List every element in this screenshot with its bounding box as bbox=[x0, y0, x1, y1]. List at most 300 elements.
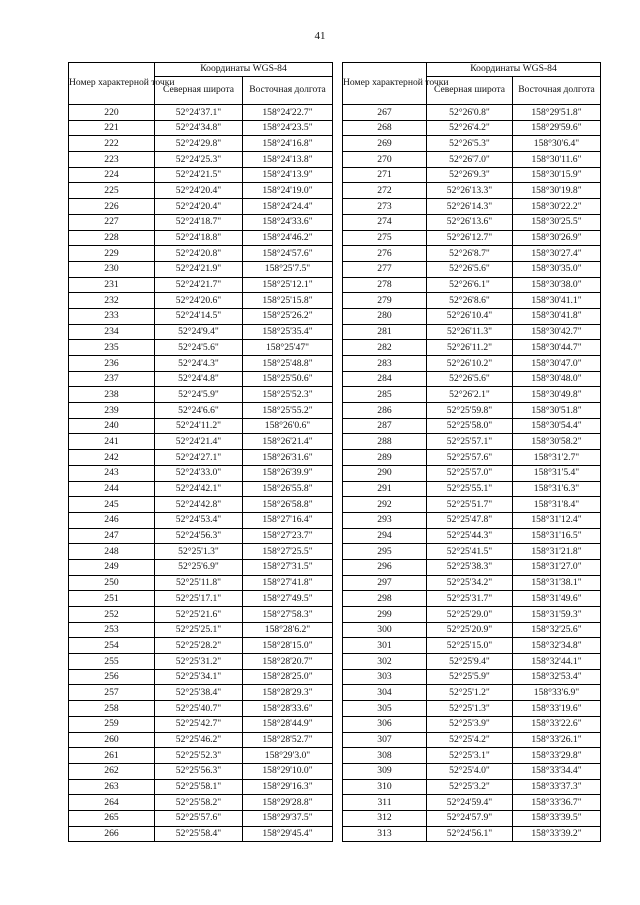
point-number-cell: 295 bbox=[343, 544, 427, 560]
point-number-cell: 237 bbox=[69, 371, 155, 387]
table-row bbox=[69, 183, 333, 199]
point-number-cell: 256 bbox=[69, 669, 155, 685]
latitude-cell: 52°24'20.4" bbox=[155, 183, 243, 199]
longitude-cell: 158°30'58.2" bbox=[513, 434, 601, 450]
point-number-cell: 255 bbox=[69, 654, 155, 670]
table-row bbox=[69, 167, 333, 183]
table-row bbox=[69, 214, 333, 230]
page-number: 41 bbox=[314, 30, 326, 42]
latitude-cell: 52°26'12.7" bbox=[427, 230, 513, 246]
table-header bbox=[69, 63, 333, 105]
table-row bbox=[69, 152, 333, 168]
point-number-cell: 221 bbox=[69, 120, 155, 136]
point-number-cell: 249 bbox=[69, 559, 155, 575]
point-number-cell: 228 bbox=[69, 230, 155, 246]
longitude-cell: 158°28'25.0" bbox=[243, 669, 333, 685]
point-number-cell: 278 bbox=[343, 277, 427, 293]
latitude-cell: 52°24'34.8" bbox=[155, 120, 243, 136]
latitude-cell: 52°24'25.3" bbox=[155, 152, 243, 168]
point-number-cell: 234 bbox=[69, 324, 155, 340]
table-row bbox=[343, 481, 601, 497]
point-number-cell: 261 bbox=[69, 748, 155, 764]
latitude-cell: 52°25'57.0" bbox=[427, 465, 513, 481]
latitude-cell: 52°24'14.5" bbox=[155, 308, 243, 324]
table-row bbox=[69, 826, 333, 842]
latitude-cell: 52°24'42.8" bbox=[155, 497, 243, 513]
latitude-cell: 52°25'6.9" bbox=[155, 559, 243, 575]
longitude-cell: 158°25'55.2" bbox=[243, 403, 333, 419]
latitude-cell: 52°25'38.3" bbox=[427, 559, 513, 575]
table-row bbox=[343, 497, 601, 513]
longitude-cell: 158°30'42.7" bbox=[513, 324, 601, 340]
longitude-cell: 158°24'13.8" bbox=[243, 152, 333, 168]
latitude-cell: 52°25'25.1" bbox=[155, 622, 243, 638]
latitude-cell: 52°25'28.2" bbox=[155, 638, 243, 654]
latitude-cell: 52°26'14.3" bbox=[427, 199, 513, 215]
latitude-cell: 52°25'44.3" bbox=[427, 528, 513, 544]
table-row bbox=[69, 654, 333, 670]
latitude-cell: 52°25'38.4" bbox=[155, 685, 243, 701]
latitude-cell: 52°25'17.1" bbox=[155, 591, 243, 607]
point-number-cell: 302 bbox=[343, 654, 427, 670]
point-number-cell: 271 bbox=[343, 167, 427, 183]
point-number-cell: 229 bbox=[69, 246, 155, 262]
point-number-cell: 294 bbox=[343, 528, 427, 544]
table-row bbox=[343, 512, 601, 528]
longitude-cell: 158°25'7.5" bbox=[243, 261, 333, 277]
longitude-cell: 158°27'25.5" bbox=[243, 544, 333, 560]
longitude-cell: 158°25'50.6" bbox=[243, 371, 333, 387]
latitude-cell: 52°25'51.7" bbox=[427, 497, 513, 513]
point-number-cell: 293 bbox=[343, 512, 427, 528]
table-row bbox=[343, 183, 601, 199]
table-row bbox=[343, 246, 601, 262]
longitude-cell: 158°25'26.2" bbox=[243, 308, 333, 324]
longitude-cell: 158°30'35.0" bbox=[513, 261, 601, 277]
point-number-cell: 291 bbox=[343, 481, 427, 497]
point-number-cell: 286 bbox=[343, 403, 427, 419]
table-row bbox=[69, 669, 333, 685]
table-row bbox=[343, 324, 601, 340]
longitude-cell: 158°30'47.0" bbox=[513, 356, 601, 372]
table-body bbox=[69, 105, 333, 842]
latitude-cell: 52°25'46.2" bbox=[155, 732, 243, 748]
longitude-cell: 158°24'23.5" bbox=[243, 120, 333, 136]
coordinates-group-header: Координаты WGS-84 bbox=[427, 63, 601, 77]
point-number-cell: 233 bbox=[69, 308, 155, 324]
longitude-cell: 158°26'39.9" bbox=[243, 465, 333, 481]
point-number-cell: 254 bbox=[69, 638, 155, 654]
table-row bbox=[343, 230, 601, 246]
point-number-cell: 307 bbox=[343, 732, 427, 748]
longitude-cell: 158°25'12.1" bbox=[243, 277, 333, 293]
longitude-cell: 158°32'44.1" bbox=[513, 654, 601, 670]
point-number-cell: 231 bbox=[69, 277, 155, 293]
table-row bbox=[343, 748, 601, 764]
latitude-cell: 52°24'11.2" bbox=[155, 418, 243, 434]
latitude-cell: 52°25'59.8" bbox=[427, 403, 513, 419]
latitude-cell: 52°25'58.0" bbox=[427, 418, 513, 434]
point-number-cell: 310 bbox=[343, 779, 427, 795]
latitude-cell: 52°25'15.0" bbox=[427, 638, 513, 654]
latitude-cell: 52°26'4.2" bbox=[427, 120, 513, 136]
longitude-cell: 158°28'52.7" bbox=[243, 732, 333, 748]
point-number-cell: 230 bbox=[69, 261, 155, 277]
latitude-cell: 52°24'29.8" bbox=[155, 136, 243, 152]
point-number-cell: 264 bbox=[69, 795, 155, 811]
point-number-cell: 282 bbox=[343, 340, 427, 356]
point-number-cell: 270 bbox=[343, 152, 427, 168]
point-number-cell: 313 bbox=[343, 826, 427, 842]
longitude-header: Восточная долгота bbox=[513, 77, 601, 105]
table-row bbox=[69, 575, 333, 591]
latitude-cell: 52°25'47.8" bbox=[427, 512, 513, 528]
table-row bbox=[343, 167, 601, 183]
table-row bbox=[69, 795, 333, 811]
longitude-cell: 158°29'37.5" bbox=[243, 810, 333, 826]
latitude-cell: 52°25'3.2" bbox=[427, 779, 513, 795]
longitude-cell: 158°25'47" bbox=[243, 340, 333, 356]
table-row bbox=[69, 136, 333, 152]
latitude-cell: 52°24'5.6" bbox=[155, 340, 243, 356]
latitude-cell: 52°26'9.3" bbox=[427, 167, 513, 183]
latitude-cell: 52°26'11.2" bbox=[427, 340, 513, 356]
latitude-cell: 52°25'41.5" bbox=[427, 544, 513, 560]
point-number-cell: 259 bbox=[69, 716, 155, 732]
table-header bbox=[343, 63, 601, 105]
table-row bbox=[69, 450, 333, 466]
point-number-cell: 242 bbox=[69, 450, 155, 466]
table-row bbox=[69, 701, 333, 717]
point-number-cell: 220 bbox=[69, 105, 155, 121]
table-row bbox=[69, 607, 333, 623]
latitude-cell: 52°25'21.6" bbox=[155, 607, 243, 623]
table-row bbox=[343, 105, 601, 121]
point-number-cell: 235 bbox=[69, 340, 155, 356]
table-row bbox=[69, 199, 333, 215]
latitude-cell: 52°24'21.9" bbox=[155, 261, 243, 277]
table-row bbox=[343, 607, 601, 623]
coordinates-table-left bbox=[68, 62, 333, 842]
table-row bbox=[69, 371, 333, 387]
longitude-cell: 158°30'54.4" bbox=[513, 418, 601, 434]
longitude-cell: 158°25'48.8" bbox=[243, 356, 333, 372]
longitude-cell: 158°29'3.0" bbox=[243, 748, 333, 764]
longitude-cell: 158°24'19.0" bbox=[243, 183, 333, 199]
point-number-cell: 312 bbox=[343, 810, 427, 826]
point-number-cell: 247 bbox=[69, 528, 155, 544]
latitude-cell: 52°24'4.3" bbox=[155, 356, 243, 372]
latitude-cell: 52°24'21.4" bbox=[155, 434, 243, 450]
point-number-cell: 299 bbox=[343, 607, 427, 623]
longitude-cell: 158°31'27.0" bbox=[513, 559, 601, 575]
point-number-cell: 232 bbox=[69, 293, 155, 309]
point-number-cell: 306 bbox=[343, 716, 427, 732]
longitude-cell: 158°30'41.1" bbox=[513, 293, 601, 309]
longitude-cell: 158°31'6.3" bbox=[513, 481, 601, 497]
longitude-cell: 158°29'51.8" bbox=[513, 105, 601, 121]
point-number-cell: 251 bbox=[69, 591, 155, 607]
table-row bbox=[69, 230, 333, 246]
point-number-cell: 246 bbox=[69, 512, 155, 528]
longitude-cell: 158°27'16.4" bbox=[243, 512, 333, 528]
longitude-cell: 158°28'33.6" bbox=[243, 701, 333, 717]
point-number-cell: 304 bbox=[343, 685, 427, 701]
longitude-cell: 158°27'58.3" bbox=[243, 607, 333, 623]
longitude-cell: 158°25'35.4" bbox=[243, 324, 333, 340]
point-number-cell: 238 bbox=[69, 387, 155, 403]
longitude-cell: 158°30'38.0" bbox=[513, 277, 601, 293]
table-row bbox=[343, 559, 601, 575]
latitude-cell: 52°25'29.0" bbox=[427, 607, 513, 623]
longitude-cell: 158°27'23.7" bbox=[243, 528, 333, 544]
latitude-cell: 52°26'10.4" bbox=[427, 308, 513, 324]
point-number-cell: 268 bbox=[343, 120, 427, 136]
latitude-cell: 52°25'11.8" bbox=[155, 575, 243, 591]
table-row bbox=[343, 795, 601, 811]
point-number-cell: 290 bbox=[343, 465, 427, 481]
point-number-cell: 309 bbox=[343, 763, 427, 779]
latitude-cell: 52°26'8.7" bbox=[427, 246, 513, 262]
point-number-cell: 279 bbox=[343, 293, 427, 309]
longitude-cell: 158°33'34.4" bbox=[513, 763, 601, 779]
latitude-cell: 52°24'18.8" bbox=[155, 230, 243, 246]
point-number-cell: 300 bbox=[343, 622, 427, 638]
longitude-cell: 158°26'31.6" bbox=[243, 450, 333, 466]
latitude-cell: 52°25'3.9" bbox=[427, 716, 513, 732]
longitude-cell: 158°24'57.6" bbox=[243, 246, 333, 262]
longitude-cell: 158°31'2.7" bbox=[513, 450, 601, 466]
point-number-cell: 224 bbox=[69, 167, 155, 183]
longitude-cell: 158°31'16.5" bbox=[513, 528, 601, 544]
point-number-cell: 297 bbox=[343, 575, 427, 591]
latitude-cell: 52°24'59.4" bbox=[427, 795, 513, 811]
table-row bbox=[343, 340, 601, 356]
latitude-cell: 52°24'9.4" bbox=[155, 324, 243, 340]
longitude-cell: 158°24'33.6" bbox=[243, 214, 333, 230]
table-row bbox=[343, 277, 601, 293]
latitude-cell: 52°24'20.6" bbox=[155, 293, 243, 309]
point-number-cell: 303 bbox=[343, 669, 427, 685]
point-number-cell: 236 bbox=[69, 356, 155, 372]
latitude-cell: 52°26'0.8" bbox=[427, 105, 513, 121]
latitude-cell: 52°26'11.3" bbox=[427, 324, 513, 340]
point-number-cell: 248 bbox=[69, 544, 155, 560]
table-row bbox=[343, 199, 601, 215]
point-number-cell: 287 bbox=[343, 418, 427, 434]
longitude-header: Восточная долгота bbox=[243, 77, 333, 105]
point-number-cell: 257 bbox=[69, 685, 155, 701]
table-row bbox=[69, 497, 333, 513]
point-number-cell: 258 bbox=[69, 701, 155, 717]
table-row bbox=[69, 340, 333, 356]
table-row bbox=[69, 465, 333, 481]
latitude-cell: 52°25'4.2" bbox=[427, 732, 513, 748]
latitude-cell: 52°26'7.0" bbox=[427, 152, 513, 168]
table-row bbox=[69, 293, 333, 309]
latitude-cell: 52°25'56.3" bbox=[155, 763, 243, 779]
longitude-cell: 158°30'6.4" bbox=[513, 136, 601, 152]
longitude-cell: 158°33'36.7" bbox=[513, 795, 601, 811]
table-row bbox=[69, 638, 333, 654]
point-number-cell: 243 bbox=[69, 465, 155, 481]
point-number-cell: 305 bbox=[343, 701, 427, 717]
point-number-cell: 275 bbox=[343, 230, 427, 246]
table-row bbox=[69, 512, 333, 528]
point-number-cell: 250 bbox=[69, 575, 155, 591]
table-row bbox=[69, 732, 333, 748]
point-number-cell: 277 bbox=[343, 261, 427, 277]
latitude-cell: 52°25'3.1" bbox=[427, 748, 513, 764]
longitude-cell: 158°31'12.4" bbox=[513, 512, 601, 528]
table-row bbox=[69, 434, 333, 450]
table-row bbox=[343, 308, 601, 324]
longitude-cell: 158°28'15.0" bbox=[243, 638, 333, 654]
table-row bbox=[69, 591, 333, 607]
longitude-cell: 158°28'44.9" bbox=[243, 716, 333, 732]
point-number-cell: 280 bbox=[343, 308, 427, 324]
longitude-cell: 158°31'49.6" bbox=[513, 591, 601, 607]
latitude-cell: 52°24'56.3" bbox=[155, 528, 243, 544]
longitude-cell: 158°31'21.8" bbox=[513, 544, 601, 560]
latitude-cell: 52°25'57.6" bbox=[155, 810, 243, 826]
latitude-cell: 52°25'58.1" bbox=[155, 779, 243, 795]
longitude-cell: 158°30'15.9" bbox=[513, 167, 601, 183]
table-row bbox=[343, 763, 601, 779]
longitude-cell: 158°29'59.6" bbox=[513, 120, 601, 136]
table-row bbox=[69, 387, 333, 403]
table-row bbox=[69, 277, 333, 293]
point-number-cell: 311 bbox=[343, 795, 427, 811]
latitude-cell: 52°25'1.2" bbox=[427, 685, 513, 701]
latitude-cell: 52°24'20.8" bbox=[155, 246, 243, 262]
table-row bbox=[343, 732, 601, 748]
longitude-cell: 158°24'46.2" bbox=[243, 230, 333, 246]
latitude-cell: 52°26'5.6" bbox=[427, 371, 513, 387]
latitude-cell: 52°25'31.7" bbox=[427, 591, 513, 607]
longitude-cell: 158°28'20.7" bbox=[243, 654, 333, 670]
point-number-cell: 222 bbox=[69, 136, 155, 152]
latitude-cell: 52°24'20.4" bbox=[155, 199, 243, 215]
longitude-cell: 158°30'41.8" bbox=[513, 308, 601, 324]
table-row bbox=[69, 559, 333, 575]
table-row bbox=[343, 779, 601, 795]
point-number-cell: 285 bbox=[343, 387, 427, 403]
longitude-cell: 158°30'19.8" bbox=[513, 183, 601, 199]
coordinates-table-right bbox=[342, 62, 601, 842]
point-number-cell: 284 bbox=[343, 371, 427, 387]
latitude-cell: 52°24'21.7" bbox=[155, 277, 243, 293]
latitude-cell: 52°24'27.1" bbox=[155, 450, 243, 466]
point-number-cell: 266 bbox=[69, 826, 155, 842]
table-row bbox=[69, 748, 333, 764]
latitude-cell: 52°25'9.4" bbox=[427, 654, 513, 670]
point-number-header: Номер характерной точки bbox=[69, 63, 155, 105]
latitude-cell: 52°25'57.1" bbox=[427, 434, 513, 450]
longitude-cell: 158°33'37.3" bbox=[513, 779, 601, 795]
longitude-cell: 158°30'49.8" bbox=[513, 387, 601, 403]
point-number-cell: 276 bbox=[343, 246, 427, 262]
point-number-cell: 240 bbox=[69, 418, 155, 434]
table-row bbox=[343, 465, 601, 481]
latitude-cell: 52°26'8.6" bbox=[427, 293, 513, 309]
table-row bbox=[343, 544, 601, 560]
longitude-cell: 158°33'29.8" bbox=[513, 748, 601, 764]
longitude-cell: 158°28'6.2" bbox=[243, 622, 333, 638]
latitude-cell: 52°24'56.1" bbox=[427, 826, 513, 842]
table-row bbox=[343, 356, 601, 372]
table-row bbox=[343, 152, 601, 168]
longitude-cell: 158°28'29.3" bbox=[243, 685, 333, 701]
latitude-cell: 52°25'40.7" bbox=[155, 701, 243, 717]
longitude-cell: 158°30'44.7" bbox=[513, 340, 601, 356]
table-row bbox=[343, 669, 601, 685]
latitude-cell: 52°25'55.1" bbox=[427, 481, 513, 497]
longitude-cell: 158°33'19.6" bbox=[513, 701, 601, 717]
table-row bbox=[69, 418, 333, 434]
table-row bbox=[343, 654, 601, 670]
latitude-cell: 52°25'1.3" bbox=[427, 701, 513, 717]
longitude-cell: 158°27'41.8" bbox=[243, 575, 333, 591]
longitude-cell: 158°24'16.8" bbox=[243, 136, 333, 152]
latitude-cell: 52°24'5.9" bbox=[155, 387, 243, 403]
latitude-cell: 52°25'52.3" bbox=[155, 748, 243, 764]
longitude-cell: 158°29'45.4" bbox=[243, 826, 333, 842]
table-row bbox=[69, 716, 333, 732]
table-row bbox=[343, 685, 601, 701]
point-number-cell: 289 bbox=[343, 450, 427, 466]
longitude-cell: 158°32'53.4" bbox=[513, 669, 601, 685]
longitude-cell: 158°33'22.6" bbox=[513, 716, 601, 732]
table-row bbox=[69, 528, 333, 544]
latitude-cell: 52°26'6.1" bbox=[427, 277, 513, 293]
table-row bbox=[343, 418, 601, 434]
latitude-header: Северная широта bbox=[427, 77, 513, 105]
latitude-cell: 52°25'58.2" bbox=[155, 795, 243, 811]
latitude-cell: 52°24'6.6" bbox=[155, 403, 243, 419]
latitude-cell: 52°24'42.1" bbox=[155, 481, 243, 497]
longitude-cell: 158°31'38.1" bbox=[513, 575, 601, 591]
latitude-cell: 52°25'4.0" bbox=[427, 763, 513, 779]
point-number-header: Номер характерной точки bbox=[343, 63, 427, 105]
longitude-cell: 158°24'13.9" bbox=[243, 167, 333, 183]
table-row bbox=[343, 810, 601, 826]
point-number-cell: 308 bbox=[343, 748, 427, 764]
point-number-cell: 241 bbox=[69, 434, 155, 450]
latitude-cell: 52°26'5.3" bbox=[427, 136, 513, 152]
table-row bbox=[69, 685, 333, 701]
latitude-cell: 52°25'34.2" bbox=[427, 575, 513, 591]
latitude-cell: 52°26'10.2" bbox=[427, 356, 513, 372]
point-number-cell: 245 bbox=[69, 497, 155, 513]
latitude-cell: 52°24'57.9" bbox=[427, 810, 513, 826]
table-row bbox=[343, 575, 601, 591]
latitude-cell: 52°26'13.6" bbox=[427, 214, 513, 230]
point-number-cell: 223 bbox=[69, 152, 155, 168]
table-row bbox=[69, 779, 333, 795]
latitude-cell: 52°26'13.3" bbox=[427, 183, 513, 199]
point-number-cell: 273 bbox=[343, 199, 427, 215]
table-row bbox=[343, 214, 601, 230]
table-row bbox=[343, 591, 601, 607]
latitude-cell: 52°25'1.3" bbox=[155, 544, 243, 560]
table-row bbox=[343, 450, 601, 466]
latitude-cell: 52°25'20.9" bbox=[427, 622, 513, 638]
table-row bbox=[343, 826, 601, 842]
latitude-cell: 52°26'2.1" bbox=[427, 387, 513, 403]
longitude-cell: 158°29'28.8" bbox=[243, 795, 333, 811]
point-number-cell: 283 bbox=[343, 356, 427, 372]
